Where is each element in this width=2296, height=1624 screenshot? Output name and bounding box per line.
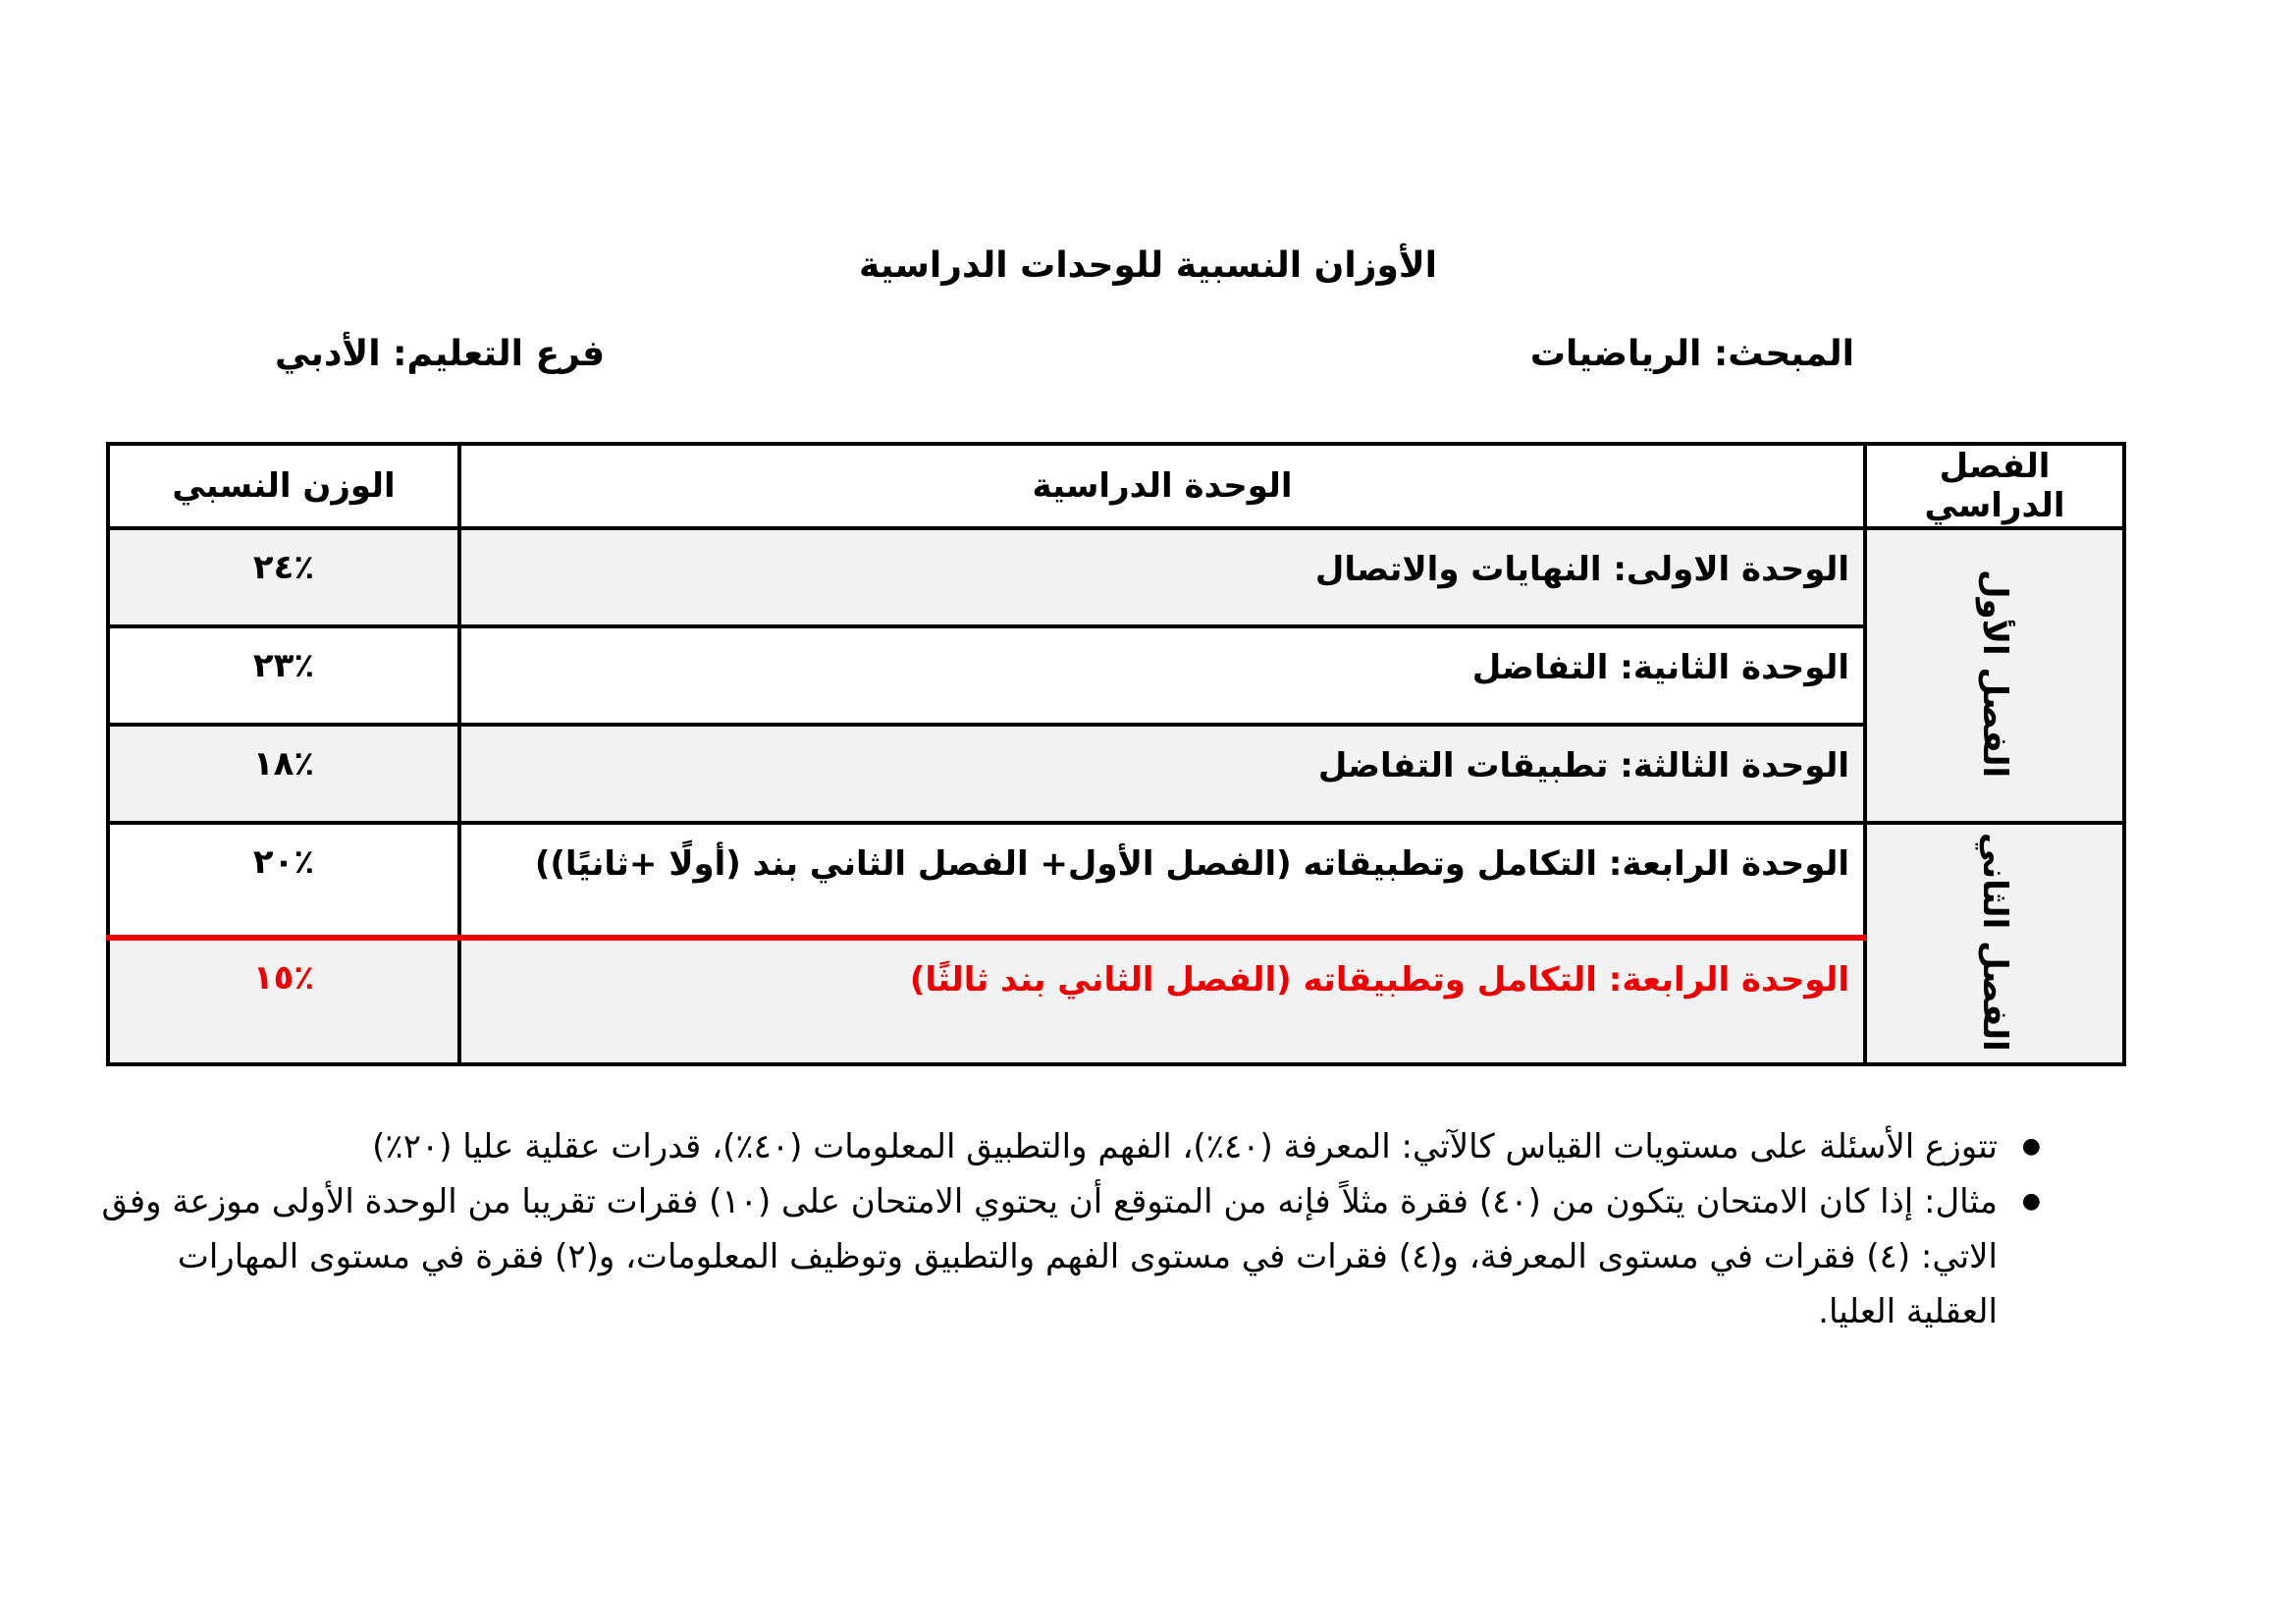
weight-cell: ٪١٨ xyxy=(108,725,459,823)
semester-cell-second xyxy=(1865,823,2124,1064)
unit-cell: الوحدة الرابعة: التكامل وتطبيقاته (الفصل الأول+ الفصل الثاني بند (أولًا +ثانيًا)) xyxy=(459,823,1865,938)
weight-cell: ٪٢٤ xyxy=(108,528,459,626)
header-weight: الوزن النسبي xyxy=(108,444,459,528)
header-semester: الفصل الدراسي xyxy=(1865,444,2124,528)
table-row xyxy=(108,823,2124,938)
table-row xyxy=(108,725,2124,823)
subject-label: المبحث: الرياضيات xyxy=(1529,334,1854,374)
semester-cell-first xyxy=(1865,528,2124,823)
branch-label: فرع التعليم: الأدبي xyxy=(275,334,606,374)
relative-weights-table xyxy=(106,442,2126,1066)
table-row xyxy=(108,528,2124,626)
note-distribution: ● تتوزع الأسئلة على مستويات القياس كالآتي: المعرفة (٤٠٪)، الفهم والتطبيق المعلومات (٤٠٪)، قدرات عقلية عليا (٢٠٪) xyxy=(78,1119,2041,1174)
unit-cell-highlighted: الوحدة الرابعة: التكامل وتطبيقاته (الفصل الثاني بند ثالثًا) xyxy=(459,938,1865,1064)
weight-cell: ٪٢٠ xyxy=(108,823,459,938)
weight-cell-highlighted: ٪١٥ xyxy=(108,938,459,1064)
unit-cell: الوحدة الاولى: النهايات والاتصال xyxy=(459,528,1865,626)
weight-cell: ٪٢٣ xyxy=(108,626,459,725)
table-row xyxy=(108,626,2124,725)
unit-cell: الوحدة الثانية: التفاضل xyxy=(459,626,1865,725)
unit-cell: الوحدة الثالثة: تطبيقات التفاضل xyxy=(459,725,1865,823)
page-title: الأوزان النسبية للوحدات الدراسية xyxy=(858,245,1437,286)
semester-label-first: الفصل الأول xyxy=(1975,568,2014,779)
table-header-row xyxy=(108,444,2124,528)
note-example: ● مثال: إذا كان الامتحان يتكون من (٤٠) فقرة مثلاً فإنه من المتوقع أن يحتوي الامتحان على (١٠) فقرات تقريبا من الوحدة الأولى موزعة وفق الاتي: (٤) فقرات في مستوى المعرفة، و(٤) فقرات في مستوى الفهم والتطبيق وتوظيف المعلومات، و(٢) فقرة في مستوى المهارات العقلية العليا. xyxy=(78,1174,2041,1339)
notes-list xyxy=(78,1119,2041,1339)
table-row-highlighted xyxy=(108,938,2124,1064)
header-unit: الوحدة الدراسية xyxy=(459,444,1865,528)
semester-label-second: الفصل الثاني xyxy=(1975,832,2014,1052)
